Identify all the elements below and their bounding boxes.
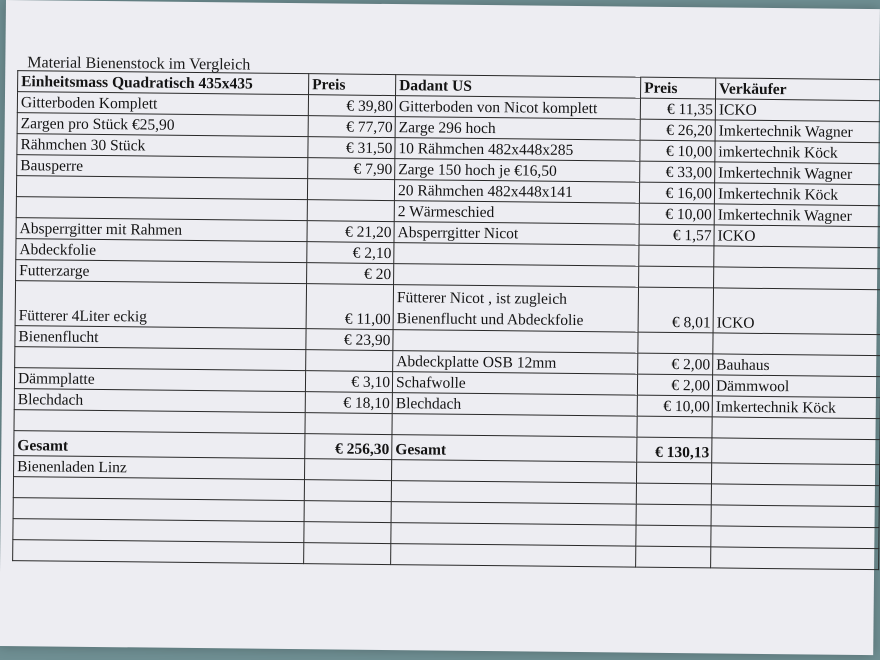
- price-quadratisch: € 23,90: [306, 329, 393, 351]
- price-quadratisch: [307, 179, 394, 201]
- price-quadratisch: € 18,10: [305, 392, 392, 414]
- vendor: Imkertechnik Wagner: [715, 162, 880, 185]
- item-quadratisch: Rähmchen 30 Stück: [17, 134, 308, 158]
- vendor: ICKO: [714, 225, 880, 248]
- extra-price: [304, 459, 391, 481]
- extra-item: [13, 540, 304, 564]
- price-dadant: [639, 266, 714, 288]
- price-quadratisch: [306, 350, 393, 372]
- price-quadratisch: € 21,20: [307, 221, 394, 243]
- item-dadant: Schafwolle: [392, 372, 637, 396]
- item-quadratisch: Fütterer 4Liter eckig: [15, 281, 306, 329]
- item-dadant: Absperrgitter Nicot: [394, 222, 639, 246]
- vendor: [712, 417, 880, 440]
- price-dadant: [637, 416, 712, 438]
- item-quadratisch: Abdeckfolie: [16, 239, 307, 263]
- extra-price-dadant: [636, 462, 711, 484]
- item-dadant: 20 Rähmchen 482x448x141: [394, 180, 639, 204]
- extra-price-dadant: [636, 483, 711, 505]
- item-dadant: Fütterer Nicot , ist zugleich Bienenflucht und Abdeckfolie: [393, 285, 638, 333]
- item-dadant: Abdeckplatte OSB 12mm: [393, 351, 638, 375]
- extra-price: [304, 522, 391, 544]
- price-quadratisch: € 7,90: [308, 158, 395, 180]
- item-quadratisch: Bienenflucht: [15, 326, 306, 350]
- extra-vendor: [711, 526, 879, 549]
- item-quadratisch: Absperrgitter mit Rahmen: [16, 218, 307, 242]
- extra-price: [304, 480, 391, 502]
- price-dadant: € 2,00: [638, 353, 713, 375]
- price-dadant: € 26,20: [640, 119, 715, 141]
- price-quadratisch: [307, 200, 394, 222]
- price-dadant: € 10,00: [640, 140, 715, 162]
- item-quadratisch: Zargen pro Stück €25,90: [17, 113, 308, 137]
- price-dadant: € 2,00: [637, 374, 712, 396]
- item-dadant: [393, 330, 638, 354]
- price-quadratisch: € 39,80: [308, 95, 395, 117]
- price-dadant: € 11,35: [640, 98, 715, 120]
- total-label-dadant: Gesamt: [392, 435, 637, 463]
- header-einheitsmass: Einheitsmass Quadratisch 435x435: [18, 71, 309, 95]
- header-preis-2: Preis: [641, 77, 716, 99]
- price-dadant: € 16,00: [639, 182, 714, 204]
- item-dadant: Zarge 150 hoch je €16,50: [395, 159, 640, 183]
- vendor: Imkertechnik Köck: [714, 183, 880, 206]
- total-vendor: [712, 438, 880, 465]
- extra-price: [304, 543, 391, 565]
- vendor: Imkertechnik Wagner: [714, 204, 880, 227]
- comparison-table: [12, 70, 880, 570]
- vendor: imkertechnik Köck: [715, 141, 880, 164]
- extra-price-dadant: [636, 525, 711, 547]
- header-preis-1: Preis: [309, 74, 396, 96]
- price-quadratisch: € 2,10: [307, 242, 394, 264]
- item-dadant: Gitterboden von Nicot komplett: [395, 96, 640, 120]
- item-dadant: 2 Wärmeschied: [394, 201, 639, 225]
- item-dadant: [394, 243, 639, 267]
- vendor: ICKO: [713, 288, 880, 335]
- price-dadant: € 10,00: [637, 395, 712, 417]
- header-dadant: Dadant US: [396, 75, 641, 99]
- extra-price-dadant: [636, 546, 711, 568]
- extra-vendor: [711, 463, 879, 486]
- vendor: [713, 333, 880, 356]
- vendor: ICKO: [715, 99, 880, 122]
- extra-vendor: [711, 484, 879, 507]
- vendor: [714, 246, 880, 269]
- extra-item: [13, 477, 304, 501]
- price-dadant: [638, 332, 713, 354]
- item-quadratisch: [14, 410, 305, 434]
- item-quadratisch: Blechdach: [14, 389, 305, 413]
- extra-item-dadant: [391, 544, 636, 568]
- total-label-quadratisch: Gesamt: [14, 431, 305, 459]
- item-dadant: Blechdach: [392, 393, 637, 417]
- extra-item: [13, 519, 304, 543]
- vendor: Bauhaus: [713, 354, 880, 377]
- price-quadratisch: [305, 413, 392, 435]
- item-dadant: 10 Rähmchen 482x448x285: [395, 138, 640, 162]
- item-quadratisch: Dämmplatte: [14, 368, 305, 392]
- price-dadant: € 10,00: [639, 203, 714, 225]
- item-quadratisch: Bausperre: [17, 155, 308, 179]
- vendor: Dämmwool: [712, 375, 880, 398]
- item-quadratisch: Gitterboden Komplett: [17, 92, 308, 116]
- extra-price-dadant: [636, 504, 711, 526]
- extra-item-dadant: [391, 502, 636, 526]
- extra-vendor: [711, 505, 879, 528]
- price-dadant: [639, 245, 714, 267]
- item-quadratisch: [16, 197, 307, 221]
- extra-vendor: [711, 547, 879, 570]
- extra-price: [304, 501, 391, 523]
- extra-item-dadant: [391, 523, 636, 547]
- price-dadant: € 33,00: [640, 161, 715, 183]
- item-dadant: [392, 414, 637, 438]
- header-verkaeufer: Verkäufer: [716, 78, 880, 101]
- item-dadant: Zarge 296 hoch: [395, 117, 640, 141]
- price-quadratisch: € 77,70: [308, 116, 395, 138]
- extra-item: Bienenladen Linz: [14, 456, 305, 480]
- price-quadratisch: € 11,00: [306, 284, 393, 330]
- extra-item: [13, 498, 304, 522]
- total-sum-dadant: € 130,13: [637, 437, 712, 463]
- price-dadant: € 1,57: [639, 224, 714, 246]
- item-quadratisch: [16, 176, 307, 200]
- price-quadratisch: € 3,10: [305, 371, 392, 393]
- vendor: [714, 267, 880, 290]
- price-quadratisch: € 31,50: [308, 137, 395, 159]
- extra-item-dadant: [391, 460, 636, 484]
- item-quadratisch: [15, 347, 306, 371]
- item-dadant: [394, 264, 639, 288]
- vendor: Imkertechnik Köck: [712, 396, 880, 419]
- total-sum-quadratisch: € 256,30: [305, 434, 392, 460]
- item-quadratisch: Futterzarge: [16, 260, 307, 284]
- price-quadratisch: € 20: [307, 263, 394, 285]
- vendor: Imkertechnik Wagner: [715, 120, 880, 143]
- extra-item-dadant: [391, 481, 636, 505]
- price-dadant: € 8,01: [638, 287, 713, 333]
- document-title: Material Bienenstock im Vergleich: [27, 54, 251, 74]
